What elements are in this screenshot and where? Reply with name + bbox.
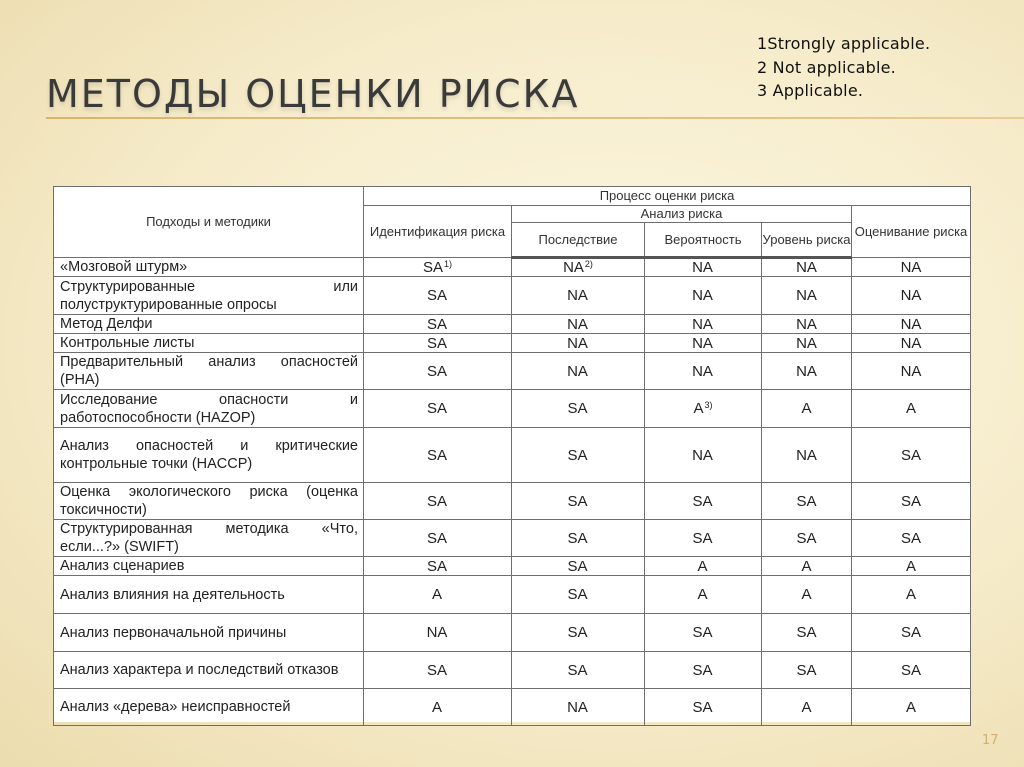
- rating: NA: [567, 334, 588, 352]
- evaluation-value: SA: [852, 483, 971, 520]
- legend-item: 3 Applicable.: [757, 81, 864, 100]
- rating: SA: [426, 334, 447, 352]
- rating: SA: [692, 624, 713, 641]
- method-name: Контрольные листы: [54, 334, 364, 353]
- probability-value: [645, 334, 762, 353]
- header-identification: Идентификация риска: [364, 206, 512, 258]
- legend-item: 2 Not applicable.: [757, 57, 896, 77]
- table-row: [54, 576, 971, 614]
- evaluation-value: A: [852, 689, 971, 726]
- footnote-mark: 3): [704, 400, 713, 410]
- probability-value: [645, 277, 762, 315]
- consequence-value: [512, 315, 645, 334]
- rating: NA: [692, 446, 713, 464]
- evaluation-value: A: [852, 557, 971, 576]
- rating: SA: [567, 492, 588, 510]
- footnote-mark: 2): [584, 259, 593, 269]
- identification-value: [364, 315, 512, 334]
- rating: SA: [426, 557, 447, 575]
- consequence-value: [512, 390, 645, 428]
- footnote-mark: 1): [444, 258, 453, 269]
- consequence-value: [512, 689, 645, 726]
- table-row: [54, 520, 971, 557]
- consequence-value: [512, 557, 645, 576]
- identification-value: [364, 390, 512, 428]
- rating: SA: [567, 446, 588, 464]
- rating: A: [697, 557, 708, 575]
- rating: NA: [567, 698, 588, 716]
- rating: NA: [426, 624, 448, 641]
- rating: NA: [567, 287, 588, 304]
- probability-value: [645, 483, 762, 520]
- rating: A: [431, 586, 442, 603]
- method-name: Оценка экологического риска (оценка токсичности): [54, 483, 364, 520]
- rating: SA: [692, 529, 713, 547]
- table-row: [54, 315, 971, 334]
- probability-value: [645, 557, 762, 576]
- evaluation-value: SA: [852, 428, 971, 483]
- risk-level-value: A: [762, 390, 852, 428]
- rating: NA: [567, 315, 588, 333]
- risk-level-value: A: [762, 689, 852, 726]
- header-probability: Вероятность: [645, 223, 762, 258]
- rating: A: [431, 698, 442, 716]
- rating: NA: [692, 362, 713, 380]
- table-body: [54, 258, 971, 726]
- risk-level-value: SA: [762, 483, 852, 520]
- identification-value: [364, 428, 512, 483]
- consequence-value: [512, 353, 645, 390]
- header-process: Процесс оценки риска: [364, 187, 971, 206]
- table-row: [54, 353, 971, 390]
- method-name: Структурированные или полуструктурированные опросы: [54, 277, 364, 315]
- table-row: [54, 689, 971, 726]
- probability-value: [645, 576, 762, 614]
- rating: SA: [426, 362, 447, 380]
- method-name: Анализ «дерева» неисправностей: [54, 689, 364, 726]
- consequence-value: [512, 576, 645, 614]
- rating: SA: [567, 400, 588, 417]
- evaluation-value: SA: [852, 520, 971, 557]
- table-row: [54, 258, 971, 277]
- evaluation-value: NA: [852, 334, 971, 353]
- risk-level-value: NA: [762, 277, 852, 315]
- method-name: Структурированная методика «Что, если...?» (SWIFT): [54, 520, 364, 557]
- method-name: Анализ сценариев: [54, 557, 364, 576]
- rating: SA: [426, 529, 447, 547]
- risk-level-value: A: [762, 576, 852, 614]
- table-row: [54, 390, 971, 428]
- evaluation-value: NA: [852, 277, 971, 315]
- evaluation-value: SA: [852, 652, 971, 689]
- identification-value: [364, 258, 512, 277]
- risk-level-value: SA: [762, 614, 852, 652]
- risk-level-value: NA: [762, 428, 852, 483]
- rating: SA: [426, 287, 447, 304]
- method-name: Исследование опасности и работоспособности (HAZOP): [54, 390, 364, 428]
- risk-methods-table: [53, 186, 971, 726]
- table-row: [54, 614, 971, 652]
- rating: SA: [426, 446, 447, 464]
- rating: NA: [563, 259, 584, 276]
- identification-value: [364, 652, 512, 689]
- table-row: [54, 483, 971, 520]
- consequence-value: [512, 277, 645, 315]
- table-header: [54, 187, 971, 258]
- rating: SA: [692, 661, 713, 679]
- probability-value: [645, 520, 762, 557]
- probability-value: [645, 258, 762, 277]
- identification-value: [364, 520, 512, 557]
- evaluation-value: NA: [852, 353, 971, 390]
- rating: SA: [426, 315, 447, 333]
- consequence-value: [512, 614, 645, 652]
- method-name: Анализ характера и последствий отказов: [54, 652, 364, 689]
- method-name: Метод Делфи: [54, 315, 364, 334]
- rating: SA: [692, 698, 713, 716]
- identification-value: [364, 689, 512, 726]
- rating: NA: [567, 362, 588, 380]
- table-row: [54, 652, 971, 689]
- consequence-value: [512, 334, 645, 353]
- risk-level-value: SA: [762, 520, 852, 557]
- consequence-value: [512, 258, 645, 277]
- header-consequence: Последствие: [512, 223, 645, 258]
- rating: NA: [692, 259, 713, 276]
- method-name: Анализ влияния на деятельность: [54, 576, 364, 614]
- header-evaluation: Оценивание риска: [852, 206, 971, 258]
- consequence-value: [512, 652, 645, 689]
- rating: SA: [422, 258, 443, 276]
- risk-methods-table-card: [53, 186, 970, 722]
- probability-value: [645, 353, 762, 390]
- legend: [757, 32, 930, 103]
- probability-value: [645, 315, 762, 334]
- identification-value: [364, 614, 512, 652]
- evaluation-value: A: [852, 390, 971, 428]
- table-row: [54, 334, 971, 353]
- slide-title: МЕТОДЫ ОЦЕНКИ РИСКА: [46, 72, 580, 116]
- evaluation-value: NA: [852, 258, 971, 277]
- rating: NA: [692, 334, 713, 352]
- identification-value: [364, 483, 512, 520]
- title-divider: [46, 117, 1024, 119]
- rating: A: [697, 586, 708, 603]
- identification-value: [364, 557, 512, 576]
- risk-level-value: A: [762, 557, 852, 576]
- risk-level-value: SA: [762, 652, 852, 689]
- consequence-value: [512, 520, 645, 557]
- probability-value: [645, 652, 762, 689]
- rating: SA: [567, 557, 588, 575]
- rating: NA: [692, 287, 713, 304]
- risk-level-value: NA: [762, 258, 852, 277]
- rating: SA: [567, 624, 588, 641]
- identification-value: [364, 353, 512, 390]
- risk-level-value: NA: [762, 315, 852, 334]
- rating: SA: [426, 661, 447, 679]
- evaluation-value: A: [852, 576, 971, 614]
- risk-level-value: NA: [762, 334, 852, 353]
- evaluation-value: NA: [852, 315, 971, 334]
- method-name: Анализ первоначальной причины: [54, 614, 364, 652]
- header-approaches: Подходы и методики: [54, 187, 364, 258]
- table-row: [54, 428, 971, 483]
- rating: SA: [567, 586, 588, 603]
- rating: NA: [692, 315, 713, 333]
- probability-value: [645, 614, 762, 652]
- method-name: Предварительный анализ опасностей (PHA): [54, 353, 364, 390]
- rating: SA: [692, 492, 713, 510]
- rating: SA: [567, 661, 588, 679]
- header-analysis: Анализ риска: [512, 206, 852, 223]
- rating: SA: [567, 529, 588, 547]
- table-row: [54, 557, 971, 576]
- identification-value: [364, 576, 512, 614]
- header-risk-level: Уровень риска: [762, 223, 852, 258]
- table-row: [54, 277, 971, 315]
- rating: SA: [426, 492, 447, 510]
- rating: A: [693, 400, 704, 417]
- legend-item: 1Strongly applicable.: [757, 34, 931, 53]
- evaluation-value: SA: [852, 614, 971, 652]
- identification-value: [364, 277, 512, 315]
- rating: SA: [426, 400, 447, 417]
- identification-value: [364, 334, 512, 353]
- page-number: 17: [982, 733, 999, 748]
- consequence-value: [512, 483, 645, 520]
- probability-value: [645, 390, 762, 428]
- method-name: «Мозговой штурм»: [54, 258, 364, 277]
- risk-level-value: NA: [762, 353, 852, 390]
- probability-value: [645, 428, 762, 483]
- consequence-value: [512, 428, 645, 483]
- probability-value: [645, 689, 762, 726]
- method-name: Анализ опасностей и критические контрольные точки (HACCP): [54, 428, 364, 483]
